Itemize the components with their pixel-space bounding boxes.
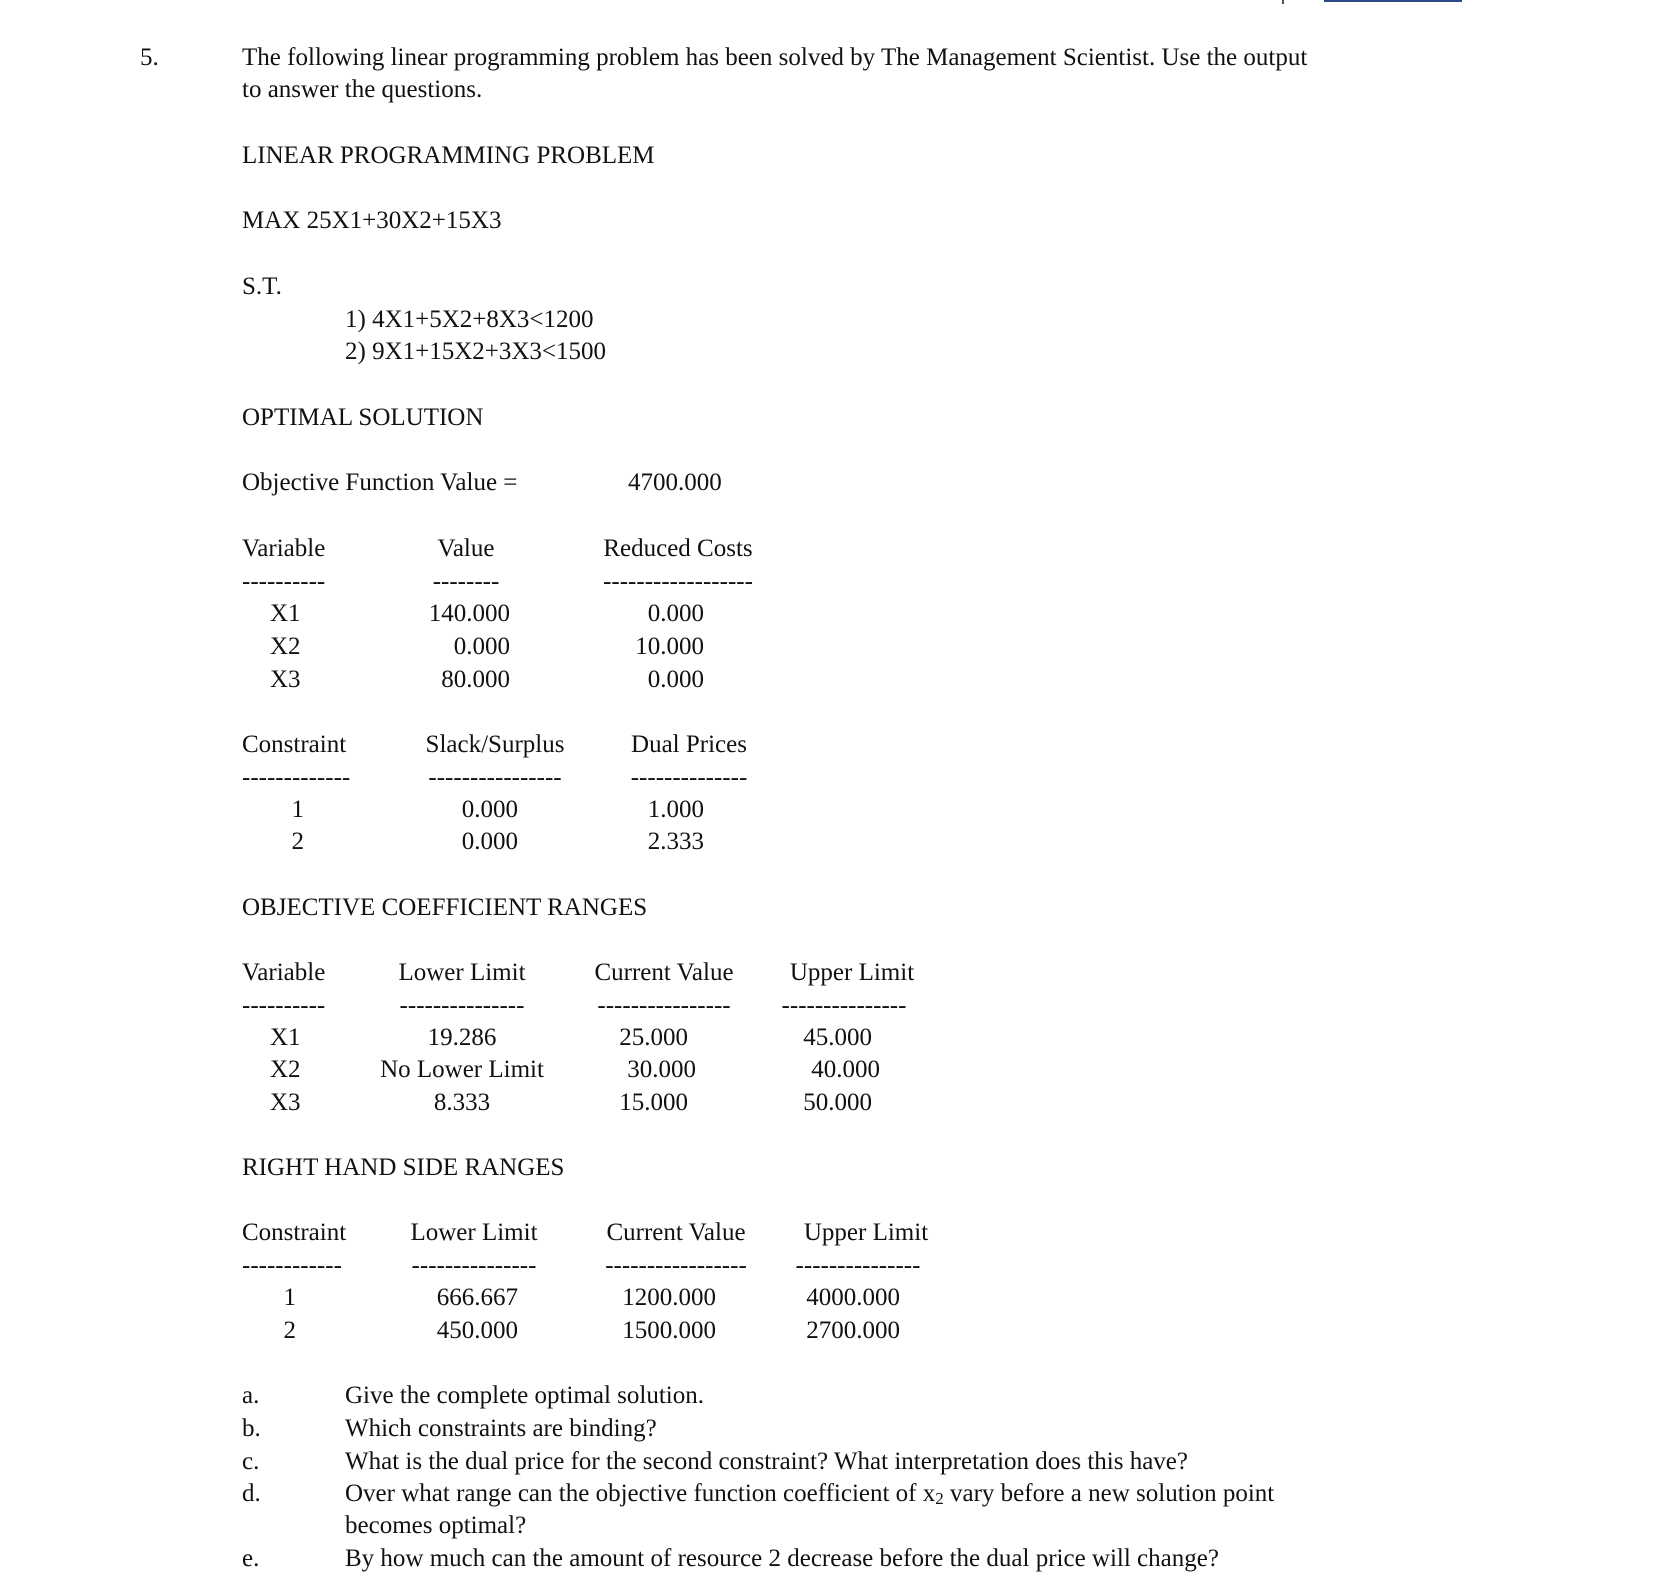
obj-row-3-current: 15.000 xyxy=(619,1089,688,1116)
obj-dash-upper: --------------- xyxy=(781,992,907,1019)
obj-row-2-current: 30.000 xyxy=(627,1056,696,1083)
dash-dual-prices: -------------- xyxy=(630,764,748,791)
constraint-1: 1) 4X1+5X2+8X3<1200 xyxy=(345,306,594,333)
top-tick-mark xyxy=(1282,0,1284,4)
header-variable: Variable xyxy=(242,535,326,562)
dash-value: -------- xyxy=(432,568,500,595)
question-e-text: By how much can the amount of resource 2 decrease before the dual price will change? xyxy=(345,1545,1219,1572)
dash-constraint: ------------- xyxy=(242,764,351,791)
intro-line-2: to answer the questions. xyxy=(242,76,483,103)
dash-reduced-costs: ------------------ xyxy=(603,568,753,595)
question-c-label: c. xyxy=(242,1448,260,1475)
con-row-1-dual: 1.000 xyxy=(647,796,704,823)
rhs-row-1-id: 1 xyxy=(283,1284,296,1311)
question-b-label: b. xyxy=(242,1415,261,1442)
constraint-2: 2) 9X1+15X2+3X3<1500 xyxy=(345,338,607,365)
obj-row-2-upper: 40.000 xyxy=(811,1056,880,1083)
rhs-header-lower: Lower Limit xyxy=(410,1219,538,1246)
var-row-1-reduced: 0.000 xyxy=(647,600,704,627)
con-row-1-slack: 0.000 xyxy=(461,796,518,823)
question-b-text: Which constraints are binding? xyxy=(345,1415,657,1442)
obj-row-1-lower: 19.286 xyxy=(427,1024,497,1051)
var-row-2-name: X2 xyxy=(270,633,301,660)
var-row-3-reduced: 0.000 xyxy=(647,666,704,693)
question-e-label: e. xyxy=(242,1545,260,1572)
rhs-row-1-lower: 666.667 xyxy=(436,1284,518,1311)
obj-header-variable: Variable xyxy=(242,959,326,986)
obj-dash-current: ---------------- xyxy=(597,992,731,1019)
obj-header-upper: Upper Limit xyxy=(789,959,915,986)
obj-row-1-upper: 45.000 xyxy=(803,1024,872,1051)
problem-number: 5. xyxy=(140,44,159,71)
rhs-dash-lower: --------------- xyxy=(411,1252,537,1279)
intro-line-1: The following linear programming problem has been solved by The Management Scientist. Use the output xyxy=(242,44,1308,71)
rhs-dash-constraint: ------------ xyxy=(242,1252,342,1279)
question-d-label: d. xyxy=(242,1480,261,1507)
obj-row-2-lower: No Lower Limit xyxy=(380,1056,544,1083)
dash-slack-surplus: ---------------- xyxy=(428,764,562,791)
obj-row-3-var: X3 xyxy=(270,1089,301,1116)
rhs-row-2-lower: 450.000 xyxy=(436,1317,518,1344)
header-reduced-costs: Reduced Costs xyxy=(603,535,753,562)
question-a-text: Give the complete optimal solution. xyxy=(345,1382,704,1409)
rhs-row-2-current: 1500.000 xyxy=(622,1317,716,1344)
var-row-2-reduced: 10.000 xyxy=(635,633,704,660)
lp-heading: LINEAR PROGRAMMING PROBLEM xyxy=(242,142,655,169)
obj-row-2-var: X2 xyxy=(270,1056,301,1083)
question-d-text xyxy=(345,1478,1274,1510)
dash-variable: ---------- xyxy=(242,568,326,595)
rhs-header-upper: Upper Limit xyxy=(803,1219,929,1246)
rhs-row-1-current: 1200.000 xyxy=(622,1284,716,1311)
rhs-row-2-upper: 2700.000 xyxy=(806,1317,900,1344)
rhs-row-2-id: 2 xyxy=(283,1317,296,1344)
question-a-label: a. xyxy=(242,1382,260,1409)
var-row-1-value: 140.000 xyxy=(428,600,510,627)
obj-row-3-upper: 50.000 xyxy=(803,1089,872,1116)
rhs-header-constraint: Constraint xyxy=(242,1219,347,1246)
obj-header-current: Current Value xyxy=(594,959,734,986)
obj-ranges-heading: OBJECTIVE COEFFICIENT RANGES xyxy=(242,894,648,921)
con-row-2-id: 2 xyxy=(291,828,304,855)
obj-row-1-var: X1 xyxy=(270,1024,301,1051)
question-d-subscript: 2 xyxy=(935,1489,944,1508)
var-row-1-name: X1 xyxy=(270,600,301,627)
con-row-2-dual: 2.333 xyxy=(647,828,704,855)
rhs-heading: RIGHT HAND SIDE RANGES xyxy=(242,1154,565,1181)
con-row-1-id: 1 xyxy=(291,796,304,823)
question-d-text-line2: becomes optimal? xyxy=(345,1512,527,1539)
objective-value-label: Objective Function Value = xyxy=(242,469,518,496)
con-row-2-slack: 0.000 xyxy=(461,828,518,855)
rhs-header-current: Current Value xyxy=(606,1219,746,1246)
var-row-2-value: 0.000 xyxy=(453,633,510,660)
header-constraint: Constraint xyxy=(242,731,347,758)
rhs-dash-current: ----------------- xyxy=(605,1252,747,1279)
header-dual-prices: Dual Prices xyxy=(631,731,747,758)
var-row-3-name: X3 xyxy=(270,666,301,693)
objective-value: 4700.000 xyxy=(628,469,722,496)
optimal-heading: OPTIMAL SOLUTION xyxy=(242,404,484,431)
obj-dash-lower: --------------- xyxy=(399,992,525,1019)
question-d-text-after: vary before a new solution point xyxy=(943,1480,1275,1507)
obj-header-lower: Lower Limit xyxy=(398,959,526,986)
header-slack-surplus: Slack/Surplus xyxy=(425,731,565,758)
header-value: Value xyxy=(437,535,495,562)
top-rule xyxy=(1324,0,1462,2)
var-row-3-value: 80.000 xyxy=(441,666,510,693)
rhs-dash-upper: --------------- xyxy=(795,1252,921,1279)
question-d-text-before: Over what range can the objective function coefficient of x xyxy=(345,1480,936,1507)
st-label: S.T. xyxy=(242,273,282,300)
obj-dash-variable: ---------- xyxy=(242,992,326,1019)
question-c-text: What is the dual price for the second constraint? What interpretation does this have? xyxy=(345,1448,1188,1475)
obj-row-3-lower: 8.333 xyxy=(433,1089,491,1116)
obj-row-1-current: 25.000 xyxy=(619,1024,688,1051)
objective-function: MAX 25X1+30X2+15X3 xyxy=(242,207,502,234)
rhs-row-1-upper: 4000.000 xyxy=(806,1284,900,1311)
